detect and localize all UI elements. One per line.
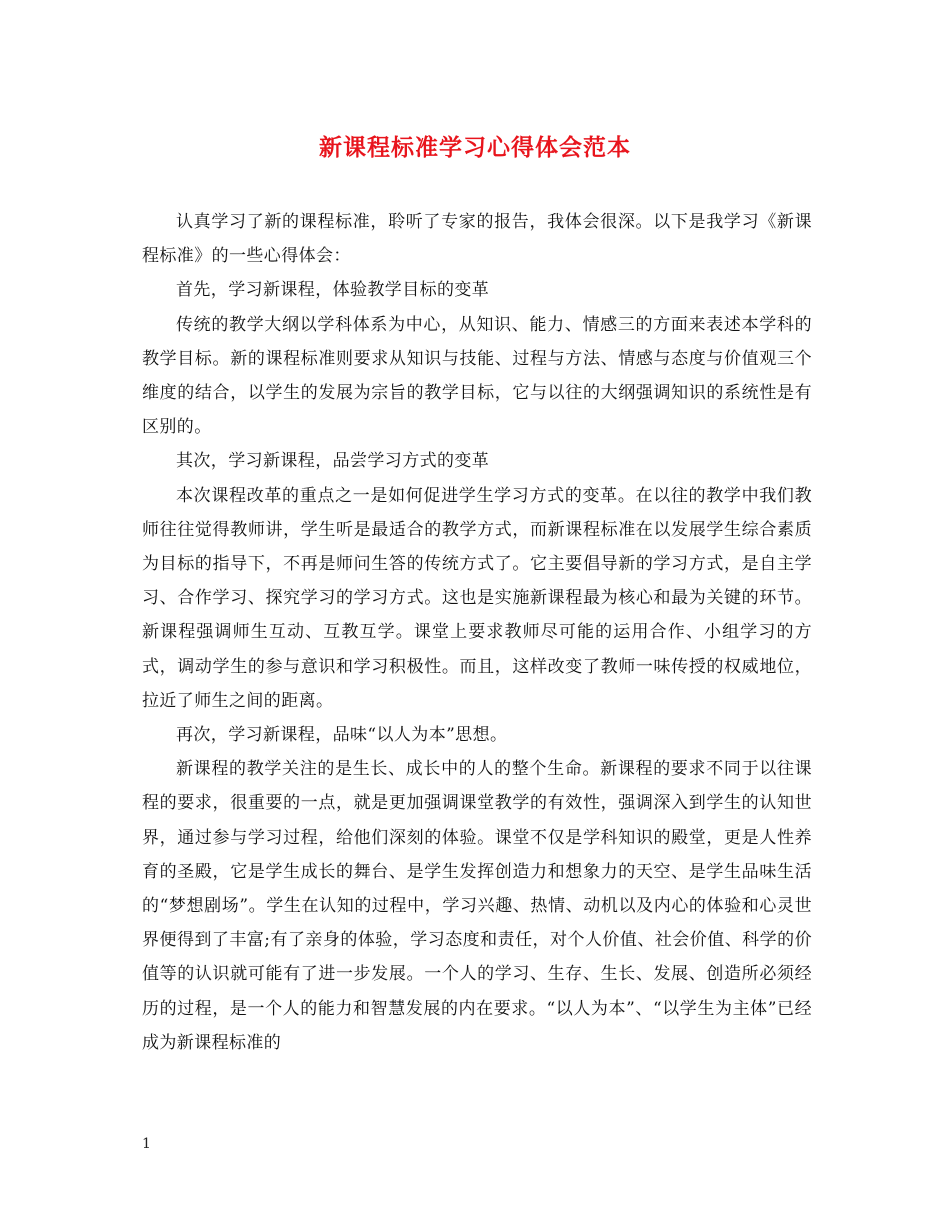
paragraph-first: 传统的教学大纲以学科体系为中心，从知识、能力、情感三的方面来表述本学科的教学目标。新的课程标准则要求从知识与技能、过程与方法、情感与态度与价值观三个维度的结合，以学生的发展为宗旨的教学目标，它与以往的大纲强调知识的系统性是有区别的。 [142, 314, 812, 438]
paragraph-intro: 认真学习了新的课程标准，聆听了专家的报告，我体会很深。以下是我学习《新课程标准》的一些心得体会： [142, 212, 812, 267]
section-heading-second: 其次，学习新课程，品尝学习方式的变革 [176, 451, 490, 472]
page-number: 1 [142, 1136, 151, 1152]
document-body [142, 205, 812, 1060]
document-title: 新课程标准学习心得体会范本 [319, 134, 631, 161]
paragraph-second: 本次课程改革的重点之一是如何促进学生学习方式的变革。在以往的教学中我们教师往往觉得教师讲，学生听是最适合的教学方式，而新课程标准在以发展学生综合素质为目标的指导下，不再是师问生答的传统方式了。它主要倡导新的学习方式，是自主学习、合作学习、探究学习的学习方式。这也是实施新课程最为核心和最为关键的环节。新课程强调师生互动、互教互学。课堂上要求教师尽可能的运用合作、小组学习的方式，调动学生的参与意识和学习积极性。而且，这样改变了教师一味传授的权威地位，拉近了师生之间的距离。 [142, 485, 812, 711]
paragraph-third: 新课程的教学关注的是生长、成长中的人的整个生命。新课程的要求不同于以往课程的要求，很重要的一点，就是更加强调课堂教学的有效性，强调深入到学生的认知世界，通过参与学习过程，给他们深刻的体验。课堂不仅是学科知识的殿堂，更是人性养育的圣殿，它是学生成长的舞台、是学生发挥创造力和想象力的天空、是学生品味生活的“梦想剧场”。学生在认知的过程中，学习兴趣、热情、动机以及内心的体验和心灵世界便得到了丰富;有了亲身的体验，学习态度和责任，对个人价值、社会价值、科学的价值等的认识就可能有了进一步发展。一个人的学习、生存、生长、发展、创造所必须经历的过程，是一个人的能力和智慧发展的内在要求。“以人为本”、“以学生为主体”已经成为新课程标准的 [142, 759, 812, 1053]
section-heading-third: 再次，学习新课程，品味“以人为本”思想。 [176, 725, 508, 746]
section-heading-first: 首先，学习新课程，体验教学目标的变革 [176, 280, 490, 301]
